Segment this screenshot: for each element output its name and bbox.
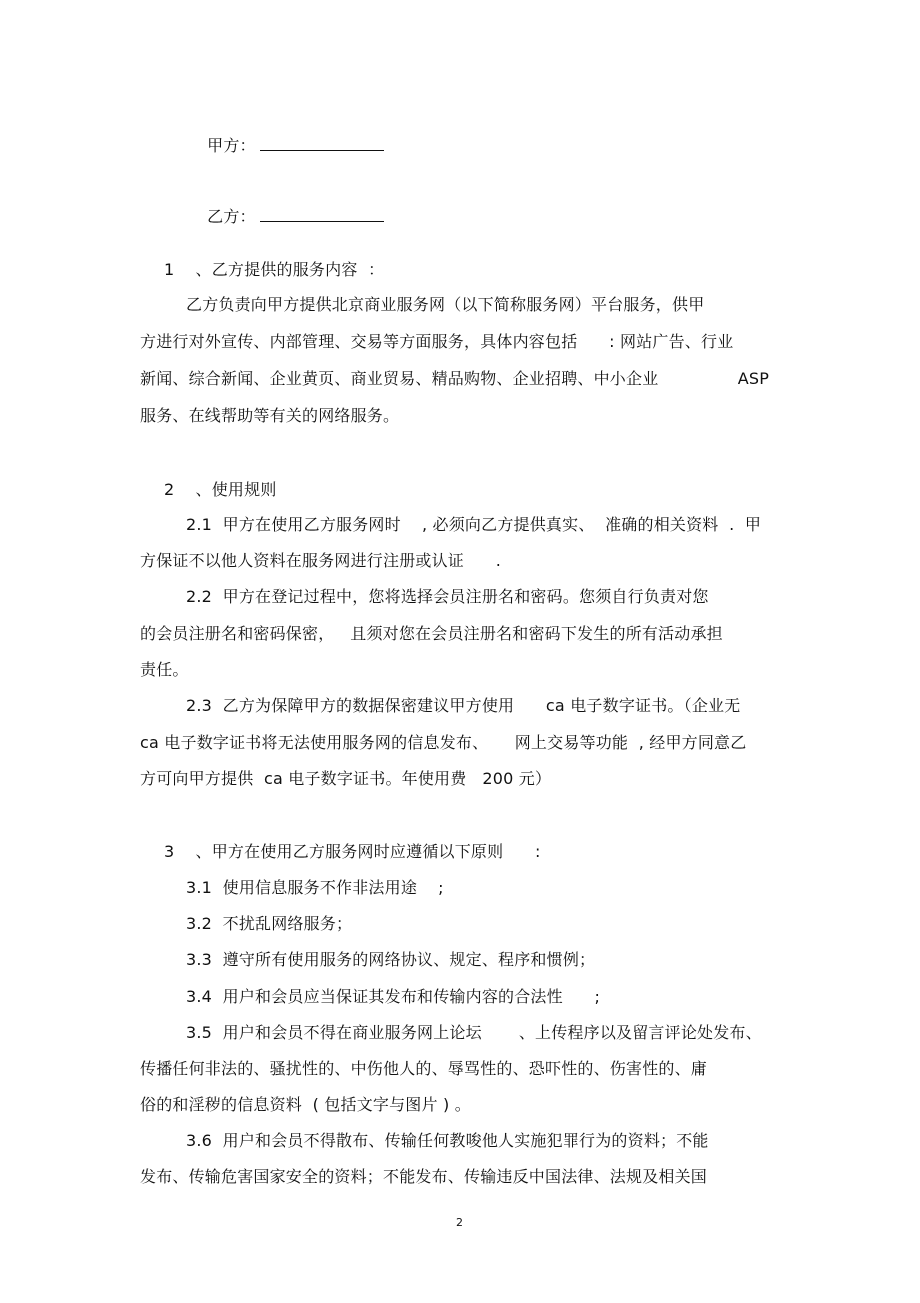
clause-3-5-line-1: 3.5 用户和会员不得在商业服务网上论坛 、上传程序以及留言评论处发布、 <box>186 1023 762 1042</box>
clause-3-1: 3.1 使用信息服务不作非法用途 ; <box>186 878 444 897</box>
clause-3-5-line-2: 传播任何非法的、骚扰性的、中伤他人的、辱骂性的、恐吓性的、伤害性的、庸 <box>140 1059 708 1078</box>
clause-2-3-line-1: 2.3 乙方为保障甲方的数据保密建议甲方使用 ca 电子数字证书。（企业无 <box>186 696 741 715</box>
clause-2-1-line-1: 2.1 甲方在使用乙方服务网时 , 必须向乙方提供真实、 准确的相关资料 . 甲 <box>186 515 762 534</box>
clause-2-3-line-3: 方可向甲方提供 ca 电子数字证书。年使用费 200 元） <box>140 769 552 788</box>
section-1-paragraph-line-4: 服务、在线帮助等有关的网络服务。 <box>140 406 400 425</box>
clause-2-2-line-3: 责任。 <box>140 660 189 679</box>
section-1-paragraph-line-3: 新闻、综合新闻、企业黄页、商业贸易、精品购物、企业招聘、中小企业 ASP <box>140 369 770 388</box>
party-a-blank <box>260 136 384 151</box>
clause-3-5-line-3: 俗的和淫秽的信息资料 ( 包括文字与图片 ) 。 <box>140 1095 471 1114</box>
clause-3-3: 3.3 遵守所有使用服务的网络协议、规定、程序和惯例； <box>186 950 596 969</box>
section-3-title: 3 、甲方在使用乙方服务网时应遵循以下原则 : <box>164 842 541 861</box>
clause-2-2-line-1: 2.2 甲方在登记过程中，您将选择会员注册名和密码。您须自行负责对您 <box>186 587 709 606</box>
party-a-label: 甲方： <box>207 136 256 155</box>
clause-3-6-line-2: 发布、传输危害国家安全的资料；不能发布、传输违反中国法律、法规及相关国 <box>140 1167 708 1186</box>
clause-2-2-line-2: 的会员注册名和密码保密， 且须对您在会员注册名和密码下发生的所有活动承担 <box>140 624 723 643</box>
clause-3-4: 3.4 用户和会员应当保证其发布和传输内容的合法性 ; <box>186 987 601 1006</box>
clause-3-2: 3.2 不扰乱网络服务； <box>186 914 353 933</box>
section-1-paragraph-line-2: 方进行对外宣传、内部管理、交易等方面服务，具体内容包括 : 网站广告、行业 <box>140 332 734 351</box>
party-b-label: 乙方： <box>207 207 256 226</box>
party-b-line <box>186 187 384 247</box>
section-1-paragraph-line-1: 乙方负责向甲方提供北京商业服务网（以下简称服务网）平台服务，供甲 <box>186 295 705 314</box>
section-2-title: 2 、使用规则 <box>164 480 277 499</box>
party-a-line <box>186 116 384 176</box>
clause-2-3-line-2: ca 电子数字证书将无法使用服务网的信息发布、 网上交易等功能 , 经甲方同意乙 <box>140 733 747 752</box>
party-b-blank <box>260 207 384 222</box>
clause-3-6-line-1: 3.6 用户和会员不得散布、传输任何教唆他人实施犯罪行为的资料；不能 <box>186 1131 709 1150</box>
clause-2-1-line-2: 方保证不以他人资料在服务网进行注册或认证 . <box>140 551 502 570</box>
section-1-title: 1 、乙方提供的服务内容 ： <box>164 260 385 279</box>
page-number: 2 <box>456 1216 463 1229</box>
